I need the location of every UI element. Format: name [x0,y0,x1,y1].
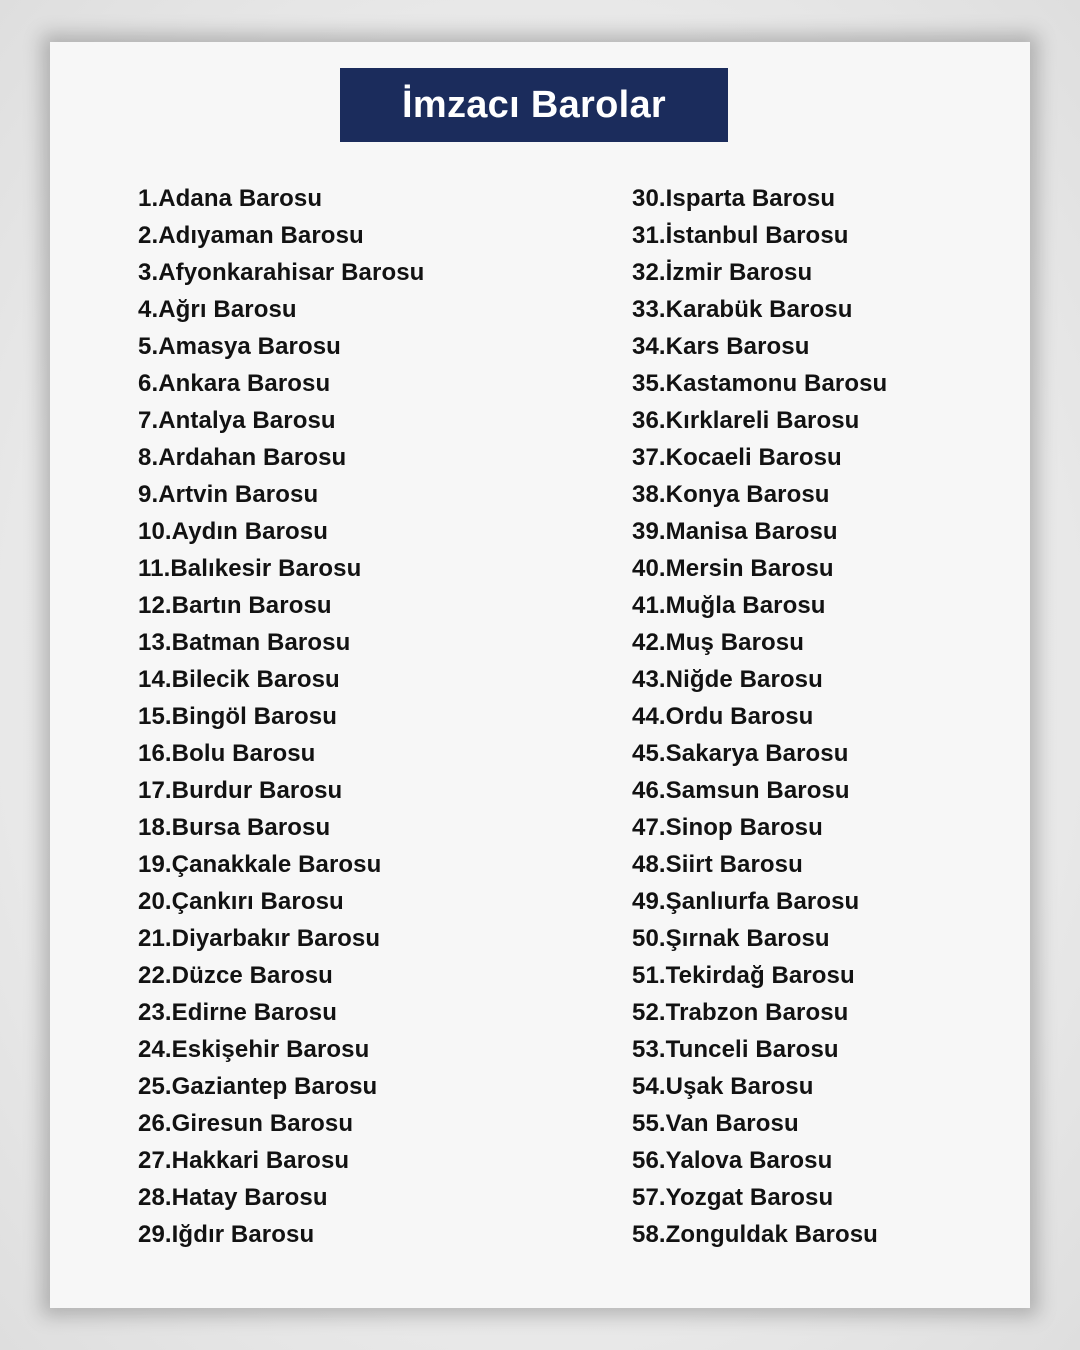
list-item: 29.Iğdır Barosu [138,1221,315,1248]
list-item: 56.Yalova Barosu [632,1147,833,1174]
list-item: 21.Diyarbakır Barosu [138,925,381,952]
list-item: 7.Antalya Barosu [138,407,336,434]
list-item: 18.Bursa Barosu [138,814,331,841]
page-title: İmzacı Barolar [402,84,666,126]
list-item: 34.Kars Barosu [632,333,810,360]
list-item: 13.Batman Barosu [138,629,351,656]
list-item: 46.Samsun Barosu [632,777,850,804]
list-item: 14.Bilecik Barosu [138,666,340,693]
list-item: 9.Artvin Barosu [138,481,319,508]
list-item: 26.Giresun Barosu [138,1110,354,1137]
list-item: 38.Konya Barosu [632,481,830,508]
list-item: 37.Kocaeli Barosu [632,444,842,471]
list-item: 17.Burdur Barosu [138,777,343,804]
list-item: 36.Kırklareli Barosu [632,407,860,434]
list-item: 1.Adana Barosu [138,185,323,212]
list-item: 54.Uşak Barosu [632,1073,814,1100]
right-column-list [632,180,887,1253]
list-item: 49.Şanlıurfa Barosu [632,888,860,915]
list-item: 11.Balıkesir Barosu [138,555,362,582]
list-item: 8.Ardahan Barosu [138,444,347,471]
list-item: 44.Ordu Barosu [632,703,814,730]
list-item: 45.Sakarya Barosu [632,740,849,767]
list-item: 55.Van Barosu [632,1110,799,1137]
list-item: 51.Tekirdağ Barosu [632,962,855,989]
list-item: 53.Tunceli Barosu [632,1036,839,1063]
list-item: 40.Mersin Barosu [632,555,834,582]
list-item: 27.Hakkari Barosu [138,1147,350,1174]
list-item: 5.Amasya Barosu [138,333,341,360]
list-item: 32.İzmir Barosu [632,259,813,286]
list-item: 22.Düzce Barosu [138,962,333,989]
list-item: 28.Hatay Barosu [138,1184,328,1211]
list-item: 35.Kastamonu Barosu [632,370,888,397]
list-item: 20.Çankırı Barosu [138,888,344,915]
list-item: 31.İstanbul Barosu [632,222,849,249]
list-item: 23.Edirne Barosu [138,999,338,1026]
list-item: 15.Bingöl Barosu [138,703,337,730]
list-item: 41.Muğla Barosu [632,592,826,619]
list-item: 57.Yozgat Barosu [632,1184,834,1211]
list-item: 24.Eskişehir Barosu [138,1036,370,1063]
list-item: 58.Zonguldak Barosu [632,1221,878,1248]
left-column-list [138,180,424,1253]
list-item: 43.Niğde Barosu [632,666,823,693]
title-banner [340,68,728,142]
list-item: 2.Adıyaman Barosu [138,222,364,249]
list-item: 4.Ağrı Barosu [138,296,297,323]
list-item: 16.Bolu Barosu [138,740,316,767]
list-item: 10.Aydın Barosu [138,518,328,545]
list-item: 42.Muş Barosu [632,629,805,656]
list-item: 52.Trabzon Barosu [632,999,849,1026]
list-item: 47.Sinop Barosu [632,814,823,841]
list-item: 39.Manisa Barosu [632,518,838,545]
list-item: 30.Isparta Barosu [632,185,836,212]
document-sheet [50,42,1030,1308]
list-item: 19.Çanakkale Barosu [138,851,382,878]
list-item: 6.Ankara Barosu [138,370,331,397]
list-item: 25.Gaziantep Barosu [138,1073,378,1100]
list-item: 48.Siirt Barosu [632,851,803,878]
list-item: 12.Bartın Barosu [138,592,332,619]
list-item: 3.Afyonkarahisar Barosu [138,259,425,286]
list-item: 50.Şırnak Barosu [632,925,830,952]
list-item: 33.Karabük Barosu [632,296,853,323]
